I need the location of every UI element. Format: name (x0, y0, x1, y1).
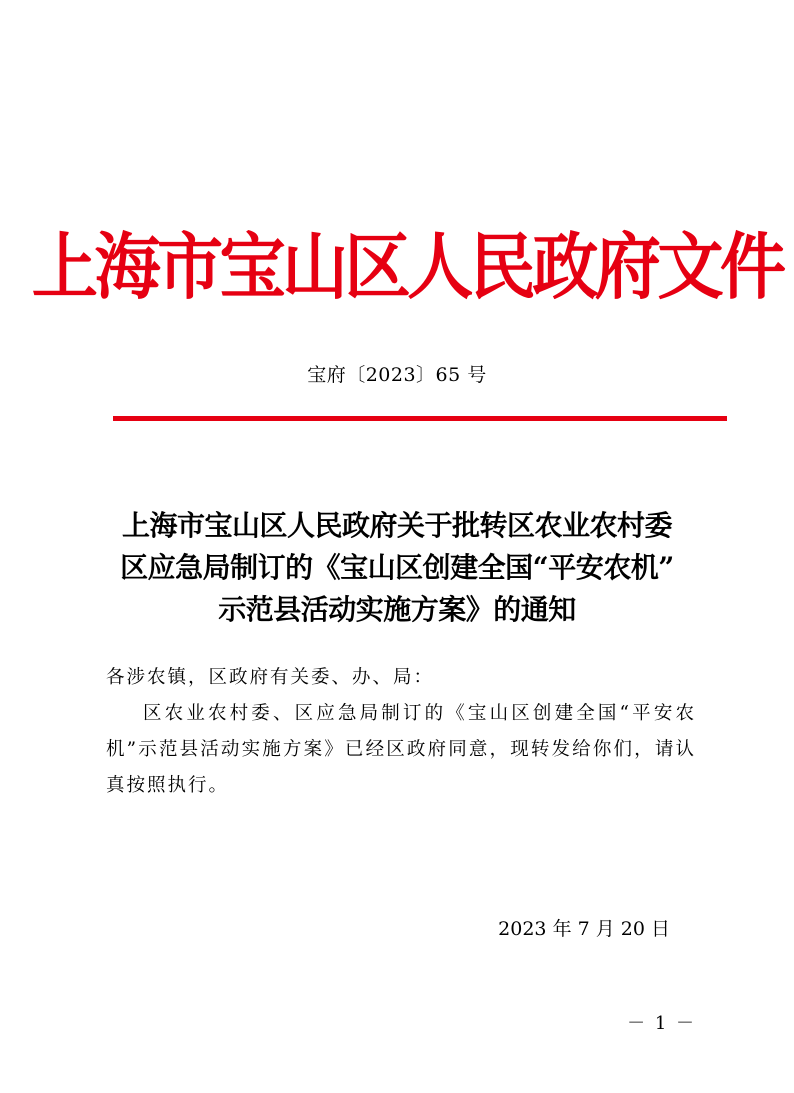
document-title (90, 505, 704, 631)
issue-date: 2023 年 7 月 20 日 (498, 918, 670, 940)
title-line-1: 上海市宝山区人民政府关于批转区农业农村委 (121, 509, 672, 542)
document-masthead: 上海市宝山区人民政府文件 (31, 225, 783, 309)
title-line-3: 示范县活动实施方案》的通知 (218, 593, 576, 626)
body-paragraph: 区农业农村委、区应急局制订的《宝山区创建全国“平安农机”示范县活动实施方案》已经区政府同意，现转发给你们，请认真按照执行。 (106, 703, 696, 796)
red-separator-line (113, 416, 727, 421)
document-number: 宝府〔2023〕65 号 (307, 364, 487, 386)
document-body (106, 660, 696, 804)
page-number: － 1 － (627, 1013, 696, 1034)
title-line-2: 区应急局制订的《宝山区创建全国“平安农机” (120, 551, 674, 584)
addressee-line: 各涉农镇，区政府有关委、办、局： (106, 667, 435, 688)
